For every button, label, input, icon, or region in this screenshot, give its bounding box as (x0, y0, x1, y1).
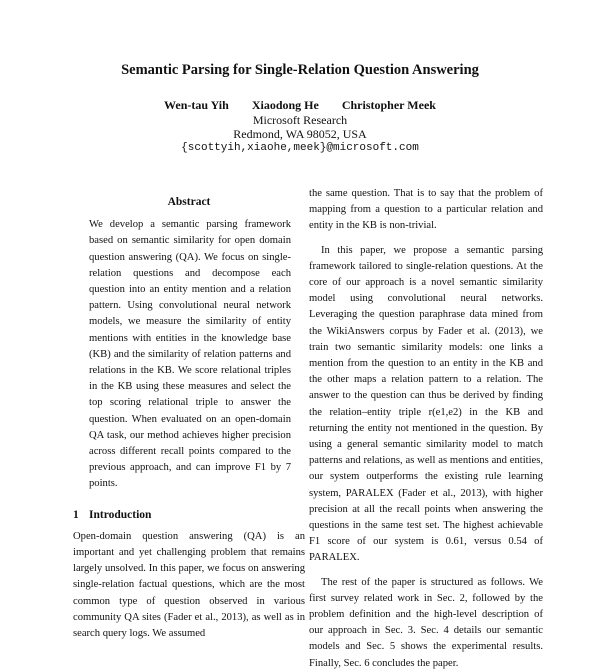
address: Redmond, WA 98052, USA (233, 127, 367, 141)
section-heading (73, 507, 305, 523)
intro-continuation: the same question. That is to say that the problem of mapping from a question to a particular relation and entity in the KB is non-trivial. (309, 188, 543, 232)
left-column (73, 194, 305, 642)
right-column (309, 186, 543, 672)
section-number: 1 (73, 508, 79, 521)
paper-title: Semantic Parsing for Single-Relation Question Answering (121, 62, 479, 78)
author-name: Christopher Meek (341, 98, 436, 112)
author-list (0, 98, 600, 113)
email-address: {scottyih,xiaohe,meek}@microsoft.com (181, 142, 419, 154)
author-name: Xiaodong He (251, 98, 319, 112)
intro-paragraph: Open-domain question answering (QA) is an important and yet challenging problem that remains largely unsolved. In this paper, we focus on answering single-relation factual questions, which are the most common type of question observed in various community QA sites (Fader et al., 2013), as well as in search query logs. We assumed (73, 530, 305, 640)
abstract-heading: Abstract (167, 196, 211, 208)
section-title: Introduction (89, 508, 152, 521)
abstract-text: We develop a semantic parsing framework based on semantic similarity for open domain question answering (QA). We focus on single-relation questions and decompose each question into an entity mention and a relation pattern. Using convolutional neural network models, we measure the similarity of entity mentions with entities in the knowledge base (KB) and the similarity of relation patterns and relations in the KB. We score relational triples in the KB using these measures and select the top scoring relational triple to answer the question. When evaluated on an open-domain QA task, our method achieves higher precision across different recall points compared to the previous approach, and can improve F1 by 7 points. (89, 219, 291, 490)
intro-paragraph: In this paper, we propose a semantic parsing framework tailored to single-relation questions. At the core of our approach is a novel semantic similarity model using convolutional neural networks. Leveraging the question paraphrase data mined from the WikiAnswers corpus by Fader et al. (2013), we train two semantic similarity models: one links a mention from the question to an entity in the KB and the other maps a relation pattern to a relation. The answer to the question can thus be derived by finding the relation–entity triple r(e1,e2) in the KB and returning the entity not mentioned in the question. By using a general semantic similarity model to match patterns and relations, as well as mentions and entities, our system outperforms the existing rule learning system, PARALEX (Fader et al., 2013), with higher precision at all the recall points when answering the questions in the same test set. The highest achievable F1 score of our system is 0.61, versus 0.54 of PARALEX. (309, 244, 543, 564)
intro-paragraph: The rest of the paper is structured as follows. We first survey related work in Sec. 2, followed by the problem definition and the high-level description of our approach in Sec. 3. Sec. 4 details our semantic models and Sec. 5 shows the experimental results. Finally, Sec. 6 concludes the paper. (309, 576, 543, 669)
affiliation: Microsoft Research (252, 113, 348, 127)
author-name: Wen-tau Yih (164, 98, 229, 112)
